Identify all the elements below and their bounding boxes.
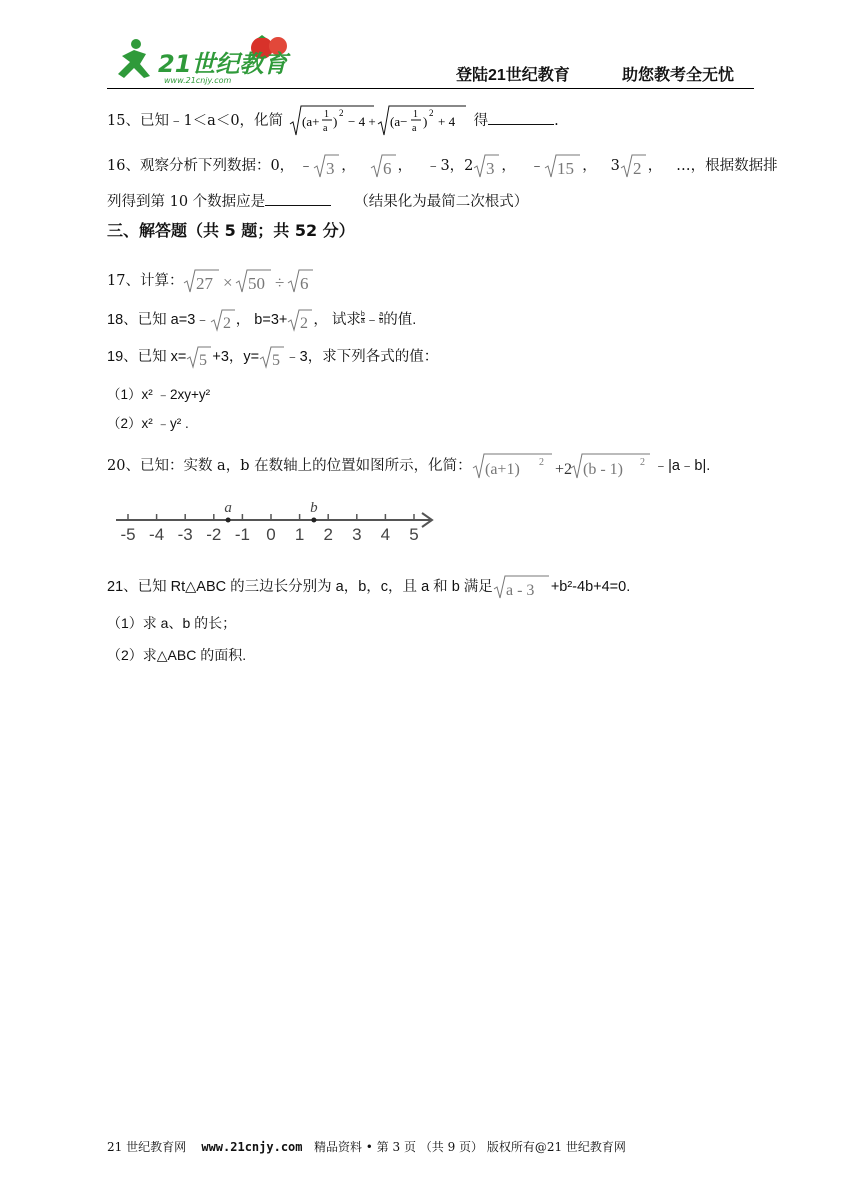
question-21-sub2 (107, 645, 246, 665)
slogan-right: 助您教考全无忧 (622, 67, 735, 84)
q16-minus-a: ﹣ (298, 158, 314, 174)
logo (112, 34, 312, 86)
footer-url[interactable]: www.21cnjy.com (201, 1140, 303, 1154)
logo-icon (112, 34, 312, 86)
svg-text:50: 50 (248, 274, 266, 293)
q16-comma-3: ， (501, 158, 516, 174)
q16-answer-blank (265, 191, 331, 206)
q17-expression (183, 268, 331, 294)
section-3-title-text: 三、解答题（共 5 题；共 52 分） (107, 221, 355, 240)
question-18 (107, 308, 416, 332)
question-17 (107, 268, 331, 294)
number-line-tick-label: 4 (380, 525, 391, 544)
question-21 (107, 574, 630, 600)
slogan-left: 登陆21世纪教育 (456, 67, 570, 84)
svg-text:− 4 +: − 4 + (347, 114, 376, 129)
svg-text:a: a (411, 123, 417, 134)
q19-sub2-text: （2）x² ﹣y² . (107, 416, 189, 431)
svg-text:): ) (332, 114, 337, 129)
question-19 (107, 345, 438, 369)
q21-sub1-text: （1）求 a、b 的长； (107, 615, 237, 631)
svg-text:2: 2 (428, 108, 434, 118)
q17-prefix: 17、计算： (107, 273, 184, 289)
q21-suffix: +b²-4b+4=0. (550, 578, 631, 595)
q16-comma-5: ， (647, 158, 663, 174)
q20-suffix: ﹣|a﹣b|. (653, 458, 711, 474)
svg-text:(b - 1): (b - 1) (582, 461, 623, 478)
q18-sqrt2-a (210, 308, 236, 332)
svg-text:+ 4: + 4 (437, 114, 455, 129)
number-line-tick-label: -2 (206, 525, 222, 544)
question-21-sub1 (107, 613, 236, 633)
svg-text:÷: ÷ (275, 273, 285, 292)
number-line-point-label-b: b (310, 500, 318, 516)
number-line-tick-label: -3 (177, 525, 193, 544)
q15-expression (288, 104, 474, 138)
q19-suffix: ﹣3，求下列各式的值： (285, 348, 439, 365)
question-19-sub1 (107, 385, 210, 405)
svg-text:5: 5 (272, 352, 281, 369)
q16-sqrt3 (313, 153, 341, 179)
number-line-tick-label: 3 (352, 525, 362, 544)
q16-comma-2: ， (397, 158, 413, 174)
q21-sqrt-a-minus-3 (493, 574, 551, 600)
q16-minus3: ﹣3，2 (425, 158, 474, 174)
question-16-line2 (107, 191, 528, 212)
number-line-tick-label: -4 (149, 525, 165, 544)
footer-site: 21 世纪教育网 (107, 1140, 187, 1154)
q21-sub2-text: （2）求△ABC 的面积. (107, 647, 247, 663)
number-line-point-a (226, 518, 231, 523)
q15-answer-blank (488, 110, 554, 125)
svg-text:(a+: (a+ (301, 114, 320, 129)
q16-note: （结果化为最简二次根式） (354, 194, 529, 210)
q18-mid2: ， 试求 (313, 311, 361, 328)
question-20 (107, 452, 710, 480)
footer (107, 1138, 626, 1155)
svg-text:www.21cnjy.com: www.21cnjy.com (164, 76, 232, 85)
svg-text:2: 2 (538, 457, 544, 468)
svg-text:+2: +2 (554, 461, 572, 478)
svg-text:a - 3: a - 3 (505, 582, 535, 599)
question-15 (107, 104, 559, 138)
svg-text:2: 2 (632, 159, 642, 178)
question-16 (107, 153, 778, 179)
number-line-point-b (311, 518, 316, 523)
q16-minus-b: ﹣ (529, 158, 545, 174)
svg-text:2: 2 (222, 315, 231, 332)
footer-text: 精品资料 • 第 3 页 （共 9 页） 版权所有@21 世纪教育网 (313, 1140, 626, 1154)
number-line-point-label-a: a (224, 500, 232, 516)
svg-text:6: 6 (382, 159, 392, 178)
number-line-svg (112, 498, 442, 546)
q16-sqrt6 (370, 153, 398, 179)
q16-3sqrt2 (620, 153, 648, 179)
number-line-tick-label: 0 (266, 525, 276, 544)
svg-text:2: 2 (338, 108, 344, 118)
svg-text:3: 3 (326, 159, 335, 178)
section-3-title (107, 221, 355, 241)
q18-frac1-num: b (360, 310, 365, 318)
q20-prefix: 20、已知：实数 a，b 在数轴上的位置如图所示，化简： (107, 458, 472, 474)
svg-text:a: a (322, 123, 328, 134)
q18-frac2-den: b (379, 317, 384, 325)
q15-prefix: 15、已知﹣1＜a＜0，化简 (107, 113, 284, 129)
q18-frac1-den: a (360, 317, 365, 325)
q21-prefix: 21、已知 Rt△ABC 的三边长分别为 a，b，c，且 a 和 b 满足 (107, 578, 493, 595)
svg-text:): ) (422, 114, 427, 129)
number-line-tick-label: -5 (120, 525, 136, 544)
q16-line2: 列得到第 10 个数据应是 (107, 194, 266, 210)
number-line-tick-label: 2 (323, 525, 333, 544)
q16-tail: …，根据数据排 (676, 158, 778, 174)
q16-comma-1: ， (341, 158, 356, 174)
svg-text:2: 2 (639, 457, 645, 468)
q18-sqrt2-b (287, 308, 313, 332)
number-line-tick-label: 1 (294, 525, 305, 544)
svg-text:21世纪教育: 21世纪教育 (158, 50, 288, 78)
number-line-tick-label: 5 (409, 525, 419, 544)
q16-sqrt15 (544, 153, 582, 179)
q19-sqrt5-x (186, 345, 212, 369)
q16-comma-4: ， (582, 158, 597, 174)
q18-suffix: 的值. (383, 311, 417, 328)
svg-text:27: 27 (196, 274, 214, 293)
svg-text:1: 1 (323, 109, 329, 120)
svg-text:1: 1 (412, 109, 418, 120)
header-rule (107, 88, 754, 89)
q16-three: 3 (610, 158, 620, 174)
q19-sub1-text: （1）x² ﹣2xy+y² (107, 387, 211, 402)
q18-prefix: 18、已知 a=3﹣ (107, 311, 210, 328)
svg-text:2: 2 (300, 315, 309, 332)
q16-2sqrt3 (473, 153, 501, 179)
svg-text:5: 5 (199, 352, 208, 369)
svg-text:3: 3 (486, 159, 495, 178)
q19-prefix: 19、已知 x= (107, 348, 187, 365)
q18-mid: ， b=3+ (235, 311, 288, 328)
svg-text:(a+1): (a+1) (484, 461, 520, 478)
q19-sqrt5-y (259, 345, 285, 369)
svg-text:6: 6 (300, 274, 309, 293)
svg-text:×: × (223, 273, 234, 292)
number-line-tick-label: -1 (234, 525, 250, 544)
svg-text:(a−: (a− (389, 114, 408, 129)
q18-frac2-num: a (379, 310, 384, 318)
q19-mid: +3，y= (212, 348, 260, 365)
number-line-figure (112, 498, 442, 546)
q15-end: . (554, 113, 559, 129)
svg-text:15: 15 (557, 159, 575, 178)
q16-prefix: 16、观察分析下列数据：0， (107, 158, 295, 174)
question-19-sub2 (107, 414, 189, 434)
header (0, 0, 860, 92)
q18-minus: ﹣ (364, 311, 380, 328)
q15-suffix: 得 (473, 113, 489, 129)
q20-expression (472, 452, 654, 480)
